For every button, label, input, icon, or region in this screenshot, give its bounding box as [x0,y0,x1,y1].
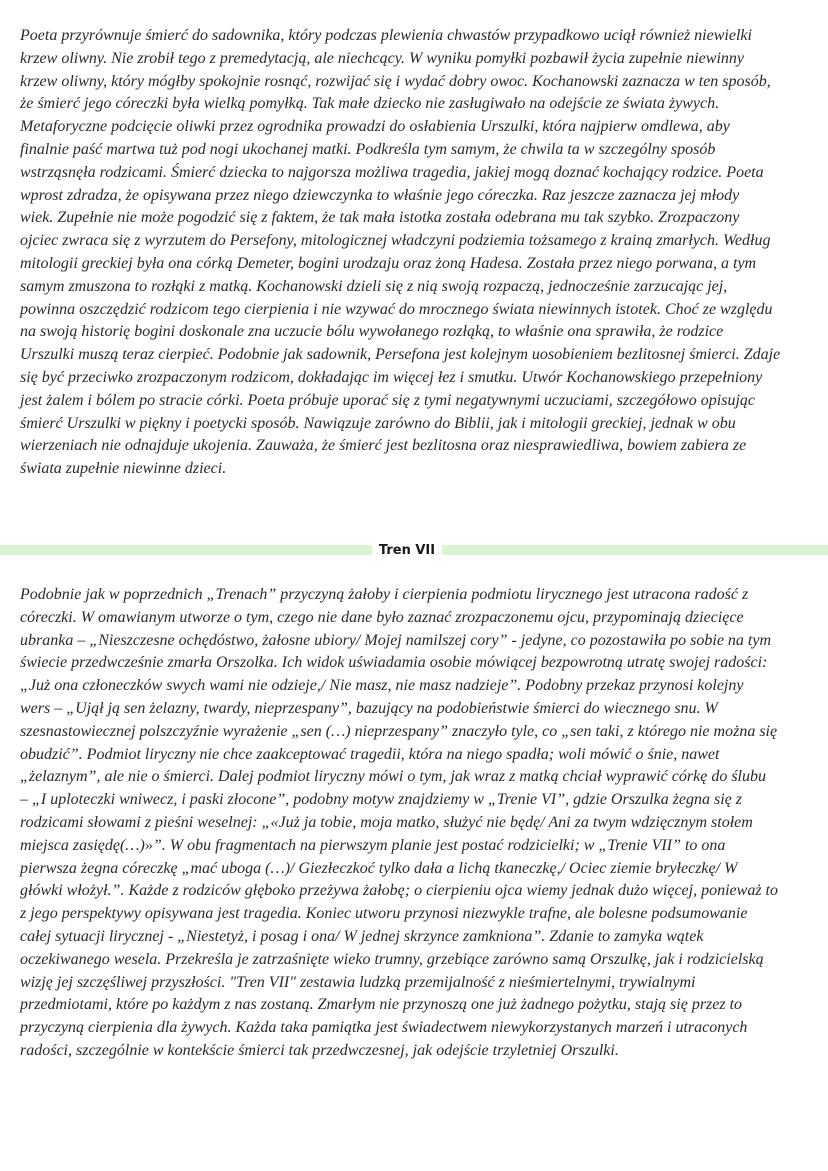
text-line: pierwsza żegna córeczkę „mać uboga (…)/ Giezłeczkoć tylko dała a lichą tkaneczkę,/ Ociec ziemie bryłeczkę/ W [20,859,738,877]
text-line: ubranka – „Nieszczesne ochędóstwo, żałosne ubiory/ Mojej namilszej cory” - jedyne, co pozostawiła po sobie na tym [20,631,772,649]
text-line: Metaforyczne podcięcie oliwki przez ogrodnika prowadzi do osłabienia Urszulki, która najpierw omdlewa, aby [20,118,730,136]
text-line: Podobnie jak w poprzednich „Trenach” przyczyną żałoby i cierpienia podmiotu lirycznego jest utracona radość z [20,586,749,603]
text-line: obudzić”. Podmiot liryczny nie chce zaakceptować tragedii, która na niego spadła; woli mówić o śnie, nawet [20,745,720,763]
text-line: że śmierć jego córeczki była wielką pomyłką. Tak małe dziecko nie zasługiwało na odejście ze świata żywych. [20,95,720,113]
paragraph-tren-vi-analysis [20,25,820,481]
text-line: powinna oszczędzić rodzicom tego cierpienia i nie wzywać do mrocznego świata niewinnych istotek. Choć ze względu [20,300,773,318]
section-heading: Tren VII [378,543,436,558]
text-line: się być przeciwko zrozpaczonym rodzicom, dokładając im więcej łez i smutku. Utwór Kochanowskiego przepełniony [20,368,763,386]
paragraph-tren-vii-analysis [20,584,820,1063]
text-line: na swoją historię bogini doskonale zna uczucie bólu wywołanego rozłąką, to właśnie ona sprawiła, że rodzice [20,323,724,341]
text-line: wizję jej szczęśliwej przyszłości. "Tren VII" zestawia ludzką przemijalność z nieśmiertelnymi, trywialnymi [20,973,696,991]
text-line: finalnie paść martwa tuż pod nogi ukochanej matki. Podkreśla tym samym, że chwila ta w szczególny sposób [20,140,716,158]
text-line: ojciec zwraca się z wyrzutem do Persefony, mitologicznej władczyni podziemia tożsamego z krainą zmarłych. Według [20,232,771,250]
text-line: mitologii greckiej była ona córką Demeter, bogini urodzaju oraz żoną Hadesa. Została przez niego porwana, a tym [20,254,757,272]
text-line: wprost zdradza, że opisywana przez niego dziewczynka to właśnie jego córeczka. Raz jeszcze zaznacza jej młody [20,186,740,204]
text-line: wers – „Ujął ją sen żelazny, twardy, nieprzespany”, bazujący na podobieństwie śmierci do wiecznego snu. W [20,699,718,717]
text-line: Poeta przyrównuje śmierć do sadownika, który podczas plewienia chwastów przypadkowo uciął również niewielki [20,27,752,44]
text-line: z jego perspektywy opisywana jest tragedia. Koniec utworu przynosi niezwykle trafne, ale bolesne podsumowanie [20,905,748,923]
text-line: samym zmuszona to rozłąki z matką. Kochanowski dzieli się z nią swoją rozpaczą, jednocześnie zarzucając jej, [20,277,728,295]
text-line: krzew oliwny. Nie zrobił tego z premedytacją, ale niechcący. W wyniku pomyłki pozbawił życia zupełnie niewinny [20,49,744,67]
text-line: świata zupełnie niewinne dzieci. [20,460,227,478]
text-line: wstrząsnęła rodzicami. Śmierć dziecka to najgorsza możliwa tragedia, jakiej mogą doznać kochający rodzice. Poeta [20,163,764,181]
text-line: Urszulki muszą teraz cierpieć. Podobnie jak sadownik, Persefona jest kolejnym uosobieniem bezlitosnej śmierci. Zdaje [20,346,781,364]
text-line: córeczki. W omawianym utworze o tym, czego nie dane było zaznać zrozpaczonemu ojcu, przypominają dziecięce [20,608,744,626]
text-line: główki włożył.”. Każde z rodziców głęboko przeżywa żałobę; o cierpieniu ojca wiemy jednak dużo więcej, ponieważ to [20,882,778,900]
text-line: śmierć Urszulki w piękny i poetycki sposób. Nawiązuje zarówno do Biblii, jak i mitologii greckiej, jednak w obu [20,414,736,432]
text-line: całej sytuacji lirycznej - „Niestetyż, i posag i ona/ W jednej skrzynce zamkniona”. Zdanie to zamyka wątek [20,927,704,945]
text-line: jest żalem i bólem po stracie córki. Poeta próbuje uporać się z tymi negatywnymi uczuciami, szczegółowo opisując [20,391,755,409]
text-line: krzew oliwny, który mógłby spokojnie rosnąć, rozwijać się i wydać dobry owoc. Kochanowski zaznacza w ten sposób, [20,72,771,90]
section-heading-box [372,540,442,562]
text-line: szesnastowiecznej polszczyźnie wyrażenie „sen (…) nieprzespany” znaczyło tyle, co „sen taki, z którego nie można się [20,722,778,740]
text-line: radości, szczególnie w kontekście śmierci tak przedwczesnej, jak odejście trzyletniej Orszulki. [20,1041,619,1059]
text-line: wiek. Zupełnie nie może pogodzić się z faktem, że tak mała istotka została odebrana mu tak szybko. Zrozpaczony [20,209,740,227]
text-line: świecie przedwcześnie zmarła Orszolka. Ich widok uświadamia osobie mówiącej bezpowrotną utratę swojej radości: [20,654,768,672]
text-line: – „I uploteczki wniwecz, i paski złocone”, podobny motyw znajdziemy w „Trenie VI”, gdzie Orszulka żegna się z [20,791,743,809]
text-line: „Już ona członeczków swych wami nie odzieje,/ Nie masz, nie masz nadzieje”. Podobny przekaz przynosi kolejny [20,677,744,695]
text-line: „żelaznym”, ale nie o śmierci. Dalej podmiot liryczny mówi o tym, jak wraz z matką chciał wyprawić córkę do ślubu [20,768,766,786]
text-line: oczekiwanego wesela. Przekreśla je zatrzaśnięte wieko trumny, grzebiące zarówno samą Orszulkę, jak i rodzicielską [20,950,764,968]
text-line: miejsca zasiędę(…)»”. W obu fragmentach na pierwszym planie jest postać rodzicielki; w „Trenie VII” to ona [20,836,726,854]
text-line: wierzeniach nie odnajduje ukojenia. Zauważa, że śmierć jest bezlitosna oraz niesprawiedliwa, bowiem zabiera ze [20,437,747,455]
text-line: rodzicami słowami z pieśni weselnej: „«Już ja tobie, moja matko, służyć nie będę/ Ani za twym wdzięcznym stołem [20,813,753,831]
text-line: przedmiotami, które po każdym z nas zostaną. Zmarłym nie przynoszą one już żadnego pożytku, stają się przez to [20,996,743,1014]
text-line: przyczyną cierpienia dla żywych. Każda taka pamiątka jest świadectwem niewykorzystanych marzeń i utraconych [20,1019,748,1037]
